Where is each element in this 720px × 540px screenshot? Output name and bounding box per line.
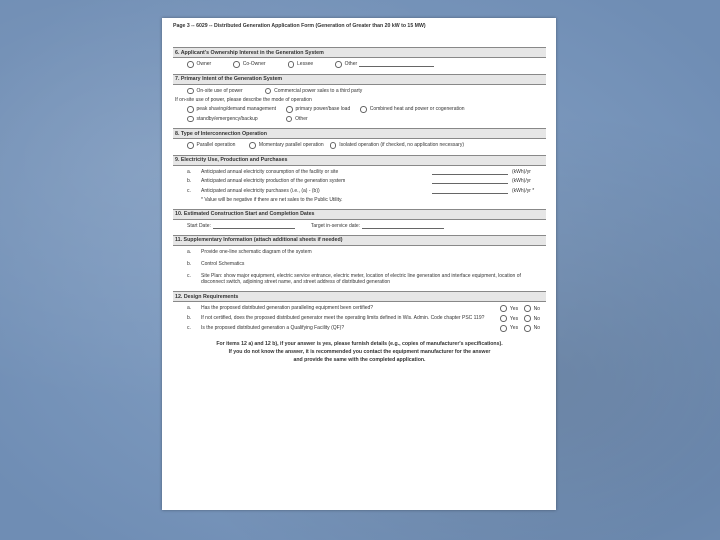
item-unit: (kWh)/yr — [512, 168, 531, 175]
start-date-label: Start Date: — [187, 222, 211, 229]
footer-line: and provide the same with the completed application. — [293, 356, 426, 363]
mode-cogeneration-option[interactable] — [360, 106, 464, 113]
mode-other-option[interactable] — [286, 116, 308, 123]
usage-note: * Value will be negative if there are net sales to the Public Utility. — [201, 196, 343, 203]
radio-button[interactable] — [286, 116, 293, 123]
radio-button[interactable] — [500, 315, 507, 322]
ownership-options — [187, 61, 546, 68]
section-12-header: 12. Design Requirements — [173, 291, 546, 302]
yes-option[interactable] — [500, 305, 518, 312]
design-item-c — [187, 325, 546, 332]
radio-button[interactable] — [265, 88, 272, 95]
item-text: Has the proposed distributed generation paralleling equipment been certified? — [201, 305, 374, 312]
radio-button[interactable] — [249, 142, 256, 149]
ownership-co-owner-option[interactable] — [233, 61, 265, 68]
option-label: Commercial power sales to a third party — [274, 87, 363, 94]
application-form-page — [162, 18, 556, 510]
option-label: Lessee — [297, 61, 314, 68]
supplementary-item-b — [187, 261, 546, 267]
usage-item-a — [187, 169, 546, 175]
purchases-field[interactable] — [432, 188, 508, 194]
production-field[interactable] — [432, 178, 508, 184]
option-label: primary power/base load — [295, 106, 351, 113]
other-text-field[interactable] — [359, 61, 434, 67]
usage-item-b — [187, 178, 546, 184]
start-date-field[interactable] — [213, 223, 295, 229]
supplementary-item-c — [187, 273, 546, 285]
radio-button[interactable] — [288, 61, 295, 68]
option-label: Momentary parallel operation — [258, 142, 324, 149]
item-letter: a. — [187, 168, 192, 175]
item-letter: c. — [187, 187, 191, 194]
option-label: Yes — [509, 315, 519, 322]
dates-row — [187, 223, 546, 229]
mode-options-row-2 — [187, 116, 546, 123]
radio-button[interactable] — [360, 106, 367, 113]
option-label: Parallel operation — [196, 142, 236, 149]
target-date-label: Target in-service date: — [310, 222, 361, 229]
usage-item-c — [187, 188, 546, 194]
option-label: No — [533, 325, 540, 332]
item-text: Is the proposed distributed generation a Qualifying Facility (QF)? — [201, 325, 345, 332]
option-label: standby/emergency/backup — [196, 115, 258, 122]
section-7-header: 7. Primary Intent of the Generation System — [173, 74, 546, 85]
yes-no-group — [500, 315, 546, 322]
option-label: On-site use of power — [196, 87, 243, 94]
radio-button[interactable] — [524, 325, 531, 332]
option-label: No — [533, 315, 540, 322]
radio-button[interactable] — [187, 116, 194, 123]
option-label: Co-Owner — [242, 61, 266, 68]
radio-button[interactable] — [330, 142, 337, 149]
mode-prompt: If on-site use of power, please describe the mode of operation — [175, 97, 312, 103]
item-letter: b. — [187, 261, 192, 268]
consumption-field[interactable] — [432, 169, 508, 175]
radio-button[interactable] — [187, 88, 194, 95]
design-item-a — [187, 305, 546, 312]
ownership-other-option[interactable] — [335, 61, 434, 68]
footer-line: For items 12 a) and 12 b), if your answer is yes, please furnish details (e.g., copies of manufacturer's specifications). — [216, 340, 503, 347]
section-9-header: 9. Electricity Use, Production and Purchases — [173, 155, 546, 166]
radio-button[interactable] — [500, 305, 507, 312]
item-letter: a. — [187, 249, 192, 256]
option-label: Combined heat and power or cogeneration — [369, 106, 465, 113]
intent-onsite-option[interactable] — [187, 88, 243, 95]
option-label: peak shaving/demand management — [196, 106, 276, 113]
item-text: If not certified, does the proposed distributed generator meet the operating limits defined in Wis. Admin. Code chapter PSC 119? — [201, 315, 485, 322]
item-letter: a. — [187, 305, 192, 312]
intent-options — [187, 88, 546, 95]
section-8-header: 8. Type of Interconnection Operation — [173, 128, 546, 139]
item-unit: (kWh)/yr — [512, 178, 531, 185]
item-letter: c. — [187, 273, 191, 280]
radio-button[interactable] — [233, 61, 240, 68]
item-text: Anticipated annual electricity consumption of the facility or site — [201, 168, 339, 175]
design-item-b — [187, 315, 546, 322]
item-letter: b. — [187, 315, 192, 322]
option-label: Owner — [196, 61, 212, 68]
item-letter: b. — [187, 178, 192, 185]
parallel-operation-option[interactable] — [187, 142, 235, 149]
yes-option[interactable] — [500, 315, 518, 322]
radio-button[interactable] — [524, 315, 531, 322]
item-unit: (kWh)/yr * — [512, 187, 535, 194]
radio-button[interactable] — [187, 142, 194, 149]
item-text: Anticipated annual electricity production of the generation system — [201, 178, 346, 185]
ownership-owner-option[interactable] — [187, 61, 211, 68]
option-label: Other — [295, 115, 308, 122]
no-option[interactable] — [524, 305, 540, 312]
mode-base-load-option[interactable] — [286, 106, 350, 113]
isolated-operation-option[interactable] — [330, 142, 464, 149]
supplementary-item-a — [187, 249, 546, 255]
intent-commercial-option[interactable] — [265, 88, 363, 95]
mode-options-row-1 — [187, 106, 546, 113]
mode-peak-shaving-option[interactable] — [187, 106, 276, 113]
mode-standby-option[interactable] — [187, 116, 258, 123]
radio-button[interactable] — [286, 106, 293, 113]
section-11-header: 11. Supplementary Information (attach additional sheets if needed) — [173, 235, 546, 246]
option-label: Other — [344, 61, 358, 68]
footer-line: If you do not know the answer, it is recommended you contact the equipment manufacturer for the answer — [228, 348, 491, 355]
option-label: Yes — [509, 325, 519, 332]
no-option[interactable] — [524, 315, 540, 322]
form-footer-note — [173, 340, 546, 364]
section-10-header: 10. Estimated Construction Start and Completion Dates — [173, 209, 546, 220]
target-date-field[interactable] — [362, 223, 444, 229]
page-title: Page 3 -- 6029 -- Distributed Generation Application Form (Generation of Greater than 20 kW to 15 MW) — [173, 23, 426, 29]
yes-no-group — [500, 305, 546, 312]
radio-button[interactable] — [187, 106, 194, 113]
section-6-header: 6. Applicant's Ownership Interest in the Generation System — [173, 47, 546, 58]
item-letter: c. — [187, 325, 191, 332]
radio-button[interactable] — [524, 305, 531, 312]
radio-button[interactable] — [335, 61, 342, 68]
yes-option[interactable] — [500, 325, 518, 332]
item-text: Control Schematics — [201, 261, 245, 268]
interconnection-options — [187, 142, 546, 149]
radio-button[interactable] — [187, 61, 194, 68]
item-text: Anticipated annual electricity purchases (i.e., (a) - (b)) — [201, 187, 320, 194]
option-label: No — [533, 305, 540, 312]
momentary-parallel-option[interactable] — [249, 142, 323, 149]
option-label: Yes — [509, 305, 519, 312]
item-text: Provide one-line schematic diagram of the system — [201, 249, 312, 256]
radio-button[interactable] — [500, 325, 507, 332]
yes-no-group — [500, 325, 546, 332]
option-label: Isolated operation (if checked, no application necessary) — [339, 142, 464, 149]
ownership-lessee-option[interactable] — [288, 61, 314, 68]
item-text: Site Plan: show major equipment, electric service entrance, electric meter, location of electric line generation and interface equipment, location of disconnect switch, adjoining street name, and street address of distributed generation — [201, 273, 521, 286]
no-option[interactable] — [524, 325, 540, 332]
